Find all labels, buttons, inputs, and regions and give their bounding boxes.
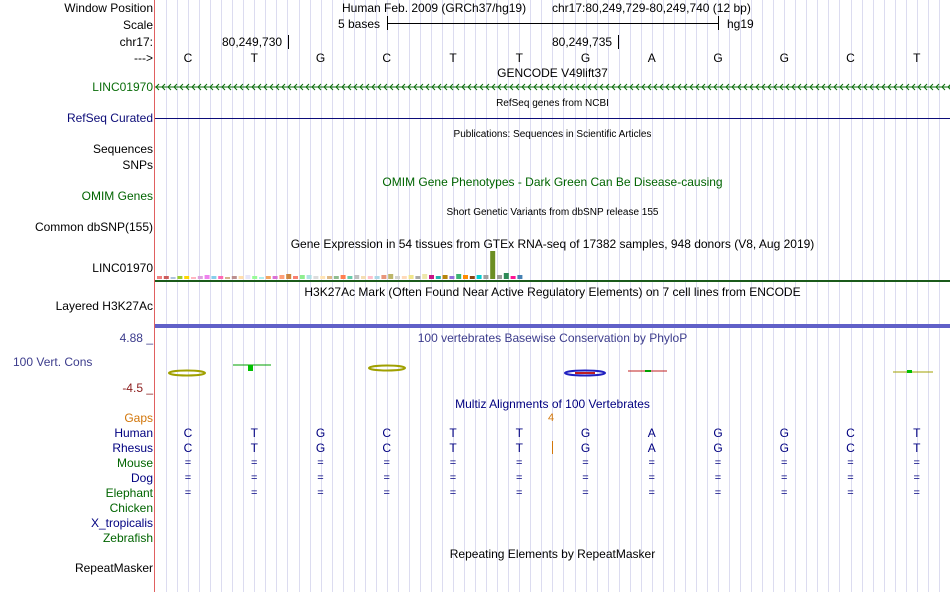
base-7: G bbox=[580, 51, 591, 65]
gtex-tissue-bar[interactable] bbox=[395, 276, 400, 279]
assembly-text: Human Feb. 2009 (GRCh37/hg19) bbox=[342, 1, 527, 15]
alignment-base: = bbox=[383, 457, 390, 469]
repeatmasker-track-title[interactable]: Repeating Elements by RepeatMasker bbox=[449, 547, 656, 561]
position-tick-2-mark bbox=[618, 35, 619, 49]
alignment-base: T bbox=[449, 441, 457, 455]
gtex-tissue-bar[interactable] bbox=[429, 275, 434, 279]
gtex-track-title[interactable]: Gene Expression in 54 tissues from GTEx RNA-seq of 17382 samples, 948 donors (V8, Aug 2019) bbox=[290, 237, 815, 251]
alignment-base: = bbox=[516, 472, 523, 484]
gtex-tissue-bar[interactable] bbox=[477, 275, 482, 279]
gtex-tissue-bar[interactable] bbox=[422, 274, 427, 279]
alignment-base: = bbox=[781, 457, 788, 469]
species-label-dog[interactable]: Dog bbox=[130, 471, 153, 485]
scale-db: hg19 bbox=[727, 17, 754, 31]
alignment-base: = bbox=[516, 487, 523, 499]
alignment-base: T bbox=[515, 441, 523, 455]
alignment-base: = bbox=[847, 487, 854, 499]
gtex-baseline bbox=[155, 280, 950, 282]
base-1: C bbox=[183, 51, 193, 65]
base-8: A bbox=[647, 51, 656, 65]
gtex-tissue-bar[interactable] bbox=[300, 275, 305, 279]
base-11: C bbox=[846, 51, 855, 65]
alignment-base: T bbox=[913, 426, 921, 440]
gtex-tissue-bar[interactable] bbox=[368, 276, 373, 279]
gtex-tissue-bar[interactable] bbox=[517, 275, 522, 279]
scale-bar bbox=[387, 23, 718, 24]
gtex-tissue-bar[interactable] bbox=[415, 276, 420, 279]
gap-count: 4 bbox=[548, 412, 555, 424]
gtex-tissue-bar[interactable] bbox=[320, 276, 325, 279]
omim-label[interactable]: OMIM Genes bbox=[81, 189, 153, 203]
alignment-base: = bbox=[648, 457, 655, 469]
gtex-tissue-bar[interactable] bbox=[388, 274, 393, 279]
gtex-tissue-bar[interactable] bbox=[225, 277, 230, 279]
base-12: T bbox=[913, 51, 921, 65]
alignment-base: = bbox=[847, 457, 854, 469]
alignment-base: G bbox=[580, 426, 591, 440]
species-label-chicken[interactable]: Chicken bbox=[109, 501, 153, 515]
scale-label: Scale bbox=[122, 18, 153, 32]
strand-arrow-label: ---> bbox=[134, 51, 153, 65]
gtex-tissue-bar[interactable] bbox=[313, 276, 318, 279]
alignment-base: = bbox=[913, 457, 920, 469]
gtex-tissue-bar[interactable] bbox=[184, 276, 189, 279]
h3k27ac-label[interactable]: Layered H3K27Ac bbox=[55, 299, 153, 313]
alignment-base: = bbox=[449, 457, 457, 469]
gtex-tissue-bar[interactable] bbox=[266, 276, 271, 279]
base-9: G bbox=[713, 51, 723, 65]
publications-track-title[interactable]: Publications: Sequences in Scientific Articles bbox=[453, 129, 652, 140]
omim-track-title[interactable]: OMIM Gene Phenotypes - Dark Green Can Be Disease-causing bbox=[382, 175, 723, 189]
sequences-label[interactable]: Sequences bbox=[92, 142, 153, 156]
gtex-tissue-bar[interactable] bbox=[211, 276, 216, 279]
gtex-tissue-bar[interactable] bbox=[177, 276, 182, 279]
species-label-rhesus[interactable]: Rhesus bbox=[112, 441, 153, 455]
alignment-base: G bbox=[779, 441, 789, 455]
multiz-track-title[interactable]: Multiz Alignments of 100 Vertebrates bbox=[455, 397, 650, 411]
species-label-human[interactable]: Human bbox=[114, 426, 153, 440]
alignment-base: = bbox=[251, 457, 258, 469]
alignment-base: = bbox=[251, 487, 258, 499]
gtex-tissue-bar[interactable] bbox=[334, 276, 339, 279]
alignment-base: C bbox=[382, 441, 392, 455]
scale-bar-right-tick bbox=[718, 16, 719, 30]
gtex-tissue-bar[interactable] bbox=[286, 274, 291, 279]
gaps-label[interactable]: Gaps bbox=[124, 411, 153, 425]
alignment-base: = bbox=[781, 487, 788, 499]
alignment-base: = bbox=[913, 472, 920, 484]
gtex-tissue-bar[interactable] bbox=[171, 277, 176, 279]
gap-marker bbox=[552, 441, 553, 454]
base-3: G bbox=[315, 51, 326, 65]
gtex-tissue-bar[interactable] bbox=[436, 276, 441, 279]
alignment-base: = bbox=[913, 487, 920, 499]
species-label-zebrafish[interactable]: Zebrafish bbox=[102, 531, 153, 545]
base-10: G bbox=[779, 51, 789, 65]
gencode-gene-feature[interactable] bbox=[155, 80, 950, 94]
scale-value: 5 bases bbox=[338, 17, 381, 31]
species-label-x_tropicalis[interactable]: X_tropicalis bbox=[90, 516, 153, 530]
alignment-base: = bbox=[251, 472, 258, 484]
alignment-base: A bbox=[647, 441, 656, 455]
alignment-base: = bbox=[582, 457, 589, 469]
gtex-tissue-bar[interactable] bbox=[483, 275, 488, 279]
alignment-base: G bbox=[779, 426, 789, 440]
gtex-tissue-bar[interactable] bbox=[504, 273, 509, 279]
alignment-base: C bbox=[382, 426, 392, 440]
alignment-base: = bbox=[449, 487, 457, 499]
species-label-mouse[interactable]: Mouse bbox=[116, 456, 153, 470]
gtex-tissue-bar[interactable] bbox=[347, 276, 352, 279]
alignment-base: T bbox=[913, 441, 921, 455]
alignment-base: = bbox=[847, 472, 854, 484]
alignment-base: T bbox=[250, 426, 258, 440]
alignment-base: = bbox=[317, 487, 324, 499]
gtex-tissue-bar[interactable] bbox=[361, 276, 366, 279]
gtex-gene-label[interactable]: LINC01970 bbox=[92, 261, 153, 275]
gtex-tissue-bar[interactable] bbox=[354, 275, 359, 279]
gtex-tissue-bar[interactable] bbox=[232, 276, 237, 279]
gtex-tissue-bar[interactable] bbox=[164, 276, 169, 279]
gtex-tissue-bar[interactable] bbox=[456, 274, 461, 279]
gtex-tissue-bar[interactable] bbox=[191, 277, 196, 279]
alignment-base: = bbox=[383, 472, 390, 484]
alignment-base: = bbox=[383, 487, 390, 499]
alignment-base: G bbox=[315, 441, 326, 455]
repeatmasker-label[interactable]: RepeatMasker bbox=[74, 561, 153, 575]
base-4: C bbox=[382, 51, 392, 65]
refseq-track-title[interactable]: RefSeq genes from NCBI bbox=[496, 98, 609, 109]
position-tick-2: 80,249,735 bbox=[552, 35, 613, 49]
gtex-tissue-bar[interactable] bbox=[273, 276, 278, 279]
gtex-tissue-bar[interactable] bbox=[449, 276, 454, 279]
gtex-tissue-bar[interactable] bbox=[470, 276, 475, 279]
h3k27ac-track-title[interactable]: H3K27Ac Mark (Often Found Near Active Regulatory Elements) on 7 cell lines from ENCODE bbox=[304, 285, 801, 299]
gtex-tissue-bar[interactable] bbox=[443, 275, 448, 279]
gtex-tissue-bar[interactable] bbox=[245, 275, 250, 279]
alignment-base: G bbox=[713, 441, 723, 455]
h3k27ac-signal[interactable] bbox=[155, 324, 950, 328]
gtex-tissue-bar[interactable] bbox=[511, 276, 516, 279]
chrom-label: chr17: bbox=[119, 35, 153, 49]
gencode-gene-label[interactable]: LINC01970 bbox=[92, 80, 153, 94]
gtex-tissue-bar[interactable] bbox=[259, 277, 264, 279]
base-2: T bbox=[250, 51, 258, 65]
gtex-tissue-bar[interactable] bbox=[381, 275, 386, 279]
alignment-base: = bbox=[781, 472, 788, 484]
phylop-track-title[interactable]: 100 vertebrates Basewise Conservation by PhyloP bbox=[417, 331, 688, 345]
alignment-base: = bbox=[516, 457, 523, 469]
dbsnp-label[interactable]: Common dbSNP(155) bbox=[34, 220, 153, 234]
alignment-base: = bbox=[317, 457, 324, 469]
gtex-tissue-bar[interactable] bbox=[375, 276, 380, 279]
position-text: chr17:80,249,729-80,249,740 (12 bp) bbox=[552, 1, 751, 15]
alignment-base: = bbox=[184, 457, 192, 469]
gtex-tissue-bar[interactable] bbox=[341, 275, 346, 279]
alignment-base: = bbox=[317, 472, 324, 484]
alignment-base: = bbox=[714, 487, 722, 499]
gtex-tissue-bar[interactable] bbox=[307, 275, 312, 279]
snps-label[interactable]: SNPs bbox=[122, 158, 153, 172]
gtex-tissue-bar[interactable] bbox=[327, 276, 332, 279]
gtex-expression-bars[interactable] bbox=[155, 250, 950, 282]
alignment-base: C bbox=[846, 441, 855, 455]
base-5: T bbox=[449, 51, 457, 65]
gtex-tissue-bar[interactable] bbox=[218, 276, 223, 279]
gtex-tissue-bar[interactable] bbox=[402, 276, 407, 279]
gtex-tissue-bar[interactable] bbox=[252, 276, 257, 279]
refseq-label[interactable]: RefSeq Curated bbox=[66, 111, 153, 125]
refseq-gene-feature[interactable] bbox=[155, 118, 950, 119]
phylop-max-label: 4.88 _ bbox=[119, 331, 153, 345]
gtex-tissue-bar[interactable] bbox=[497, 275, 502, 279]
alignment-base: = bbox=[449, 472, 457, 484]
position-tick-1: 80,249,730 bbox=[222, 35, 283, 49]
alignment-base: = bbox=[648, 487, 655, 499]
alignment-base: A bbox=[647, 426, 656, 440]
species-label-elephant[interactable]: Elephant bbox=[105, 486, 153, 500]
alignment-base: = bbox=[648, 472, 655, 484]
alignment-base: G bbox=[713, 426, 723, 440]
alignment-base: C bbox=[183, 441, 193, 455]
gtex-tissue-bar[interactable] bbox=[198, 276, 203, 279]
alignment-base: G bbox=[315, 426, 326, 440]
alignment-base: T bbox=[250, 441, 258, 455]
alignment-base: = bbox=[714, 472, 722, 484]
alignment-base: C bbox=[846, 426, 855, 440]
gtex-tissue-bar[interactable] bbox=[293, 276, 298, 279]
alignment-base: = bbox=[582, 472, 589, 484]
phylop-conservation-logos[interactable] bbox=[155, 358, 950, 382]
gtex-tissue-bar[interactable] bbox=[463, 275, 468, 279]
position-tick-1-mark bbox=[288, 35, 289, 49]
gtex-tissue-bar[interactable] bbox=[490, 251, 495, 279]
gtex-tissue-bar[interactable] bbox=[279, 275, 284, 279]
alignment-base: = bbox=[582, 487, 589, 499]
alignment-base: = bbox=[184, 472, 192, 484]
gtex-tissue-bar[interactable] bbox=[409, 275, 414, 279]
alignment-base: G bbox=[580, 441, 591, 455]
gtex-tissue-bar[interactable] bbox=[157, 276, 162, 279]
window-position-label: Window Position bbox=[64, 1, 153, 15]
alignment-base: T bbox=[449, 426, 457, 440]
gtex-tissue-bar[interactable] bbox=[205, 275, 210, 279]
alignment-base: C bbox=[183, 426, 193, 440]
alignment-base: T bbox=[515, 426, 523, 440]
gtex-tissue-bar[interactable] bbox=[239, 276, 244, 279]
alignment-base: = bbox=[714, 457, 722, 469]
base-6: T bbox=[515, 51, 523, 65]
phylop-min-label: -4.5 _ bbox=[122, 381, 153, 395]
dbsnp-track-title[interactable]: Short Genetic Variants from dbSNP release 155 bbox=[446, 207, 659, 218]
gencode-track-title[interactable]: GENCODE V49lift37 bbox=[497, 66, 608, 80]
phylop-label[interactable]: 100 Vert. Cons bbox=[13, 355, 93, 369]
alignment-base: = bbox=[184, 487, 192, 499]
